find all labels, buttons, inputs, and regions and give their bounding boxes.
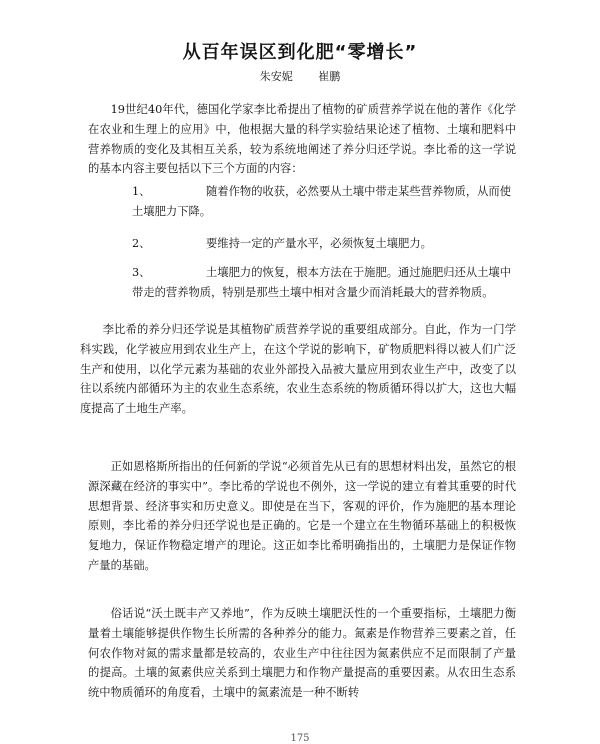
authors xyxy=(0,68,600,84)
body-paragraph: 俗话说“沃土既丰产又养地”，作为反映土壤肥沃性的一个重要指标，土壤肥力衡量着土壤能够提供作物生长所需的各种养分的能力。氮素是作物营养三要素之首，任何农作物对氮的需求量都是较高的，农业生产中往往因为氮素供应不足而限制了产量的提高。土壤的氮素供应关系到土壤肥力和作物产量提高的重要因素。从农田生态系统中物质循环的角度看，土壤中的氮素流是一种不断转 xyxy=(88,607,516,700)
author-name: 崔鹏 xyxy=(318,70,341,83)
body-paragraph: 正如恩格斯所指出的任何新的学说“必须首先从已有的思想材料出发，虽然它的根源深藏在经济的事实中”。李比希的学说也不例外，这一学说的建立有着其重要的时代思想背景、经济事实和历史意义。即使是在当下，客观的评价，作为施肥的基本理论原则，李比希的养分归还学说也是正确的。它是一个建立在生物循环基础上的积极恢复地力，保证作物稳定增产的理论。这正如李比希明确指出的，土壤肥力是保证作物产量的基础。 xyxy=(88,460,516,572)
list-item-number: 2、 xyxy=(132,237,151,250)
list-item-text: 要维持一定的产量水平，必须恢复土壤肥力。 xyxy=(206,237,432,250)
author-name: 朱安妮 xyxy=(259,70,293,83)
intro-paragraph: 19世纪40年代，德国化学家李比希提出了植物的矿质营养学说在他的著作《化学在农业和生理上的应用》中，他根据大量的科学实验结果论述了植物、土壤和肥料中营养物质的变化及其相互关系，较为系统地阐述了养分归还学说。李比希的这一学说的基本内容主要包括以下三个方面的内容： xyxy=(88,103,516,176)
article-title: 从百年误区到化肥“零增长” xyxy=(182,42,418,63)
list-item-number: 3、 xyxy=(132,266,151,279)
body-paragraph: 李比希的养分归还学说是其植物矿质营养学说的重要组成部分。自此，作为一门学科实践，化学被应用到农业生产上，在这个学说的影响下，矿物质肥料得以被人们广泛生产和使用，以化学元素为基础的农业外部投入品被大量应用到农业生产中，改变了以往以系统内部循环为主的农业生态系统，农业生态系统的物质循环得以扩大，这也大幅度提高了土地生产率。 xyxy=(80,323,516,416)
list-item-text: 土壤肥力的恢复，根本方法在于施肥。通过施肥归还从土壤中带走的营养物质，特别是那些土壤中相对含量少而消耗最大的营养物质。 xyxy=(132,266,512,299)
list-item-number: 1、 xyxy=(132,185,151,198)
page-number: 175 xyxy=(290,733,310,744)
list-item xyxy=(88,263,516,303)
list-item-text: 随着作物的收获，必然要从土壤中带走某些营养物质，从而使土壤肥力下降。 xyxy=(132,185,512,218)
list-item xyxy=(88,182,516,222)
list-item xyxy=(88,234,516,254)
